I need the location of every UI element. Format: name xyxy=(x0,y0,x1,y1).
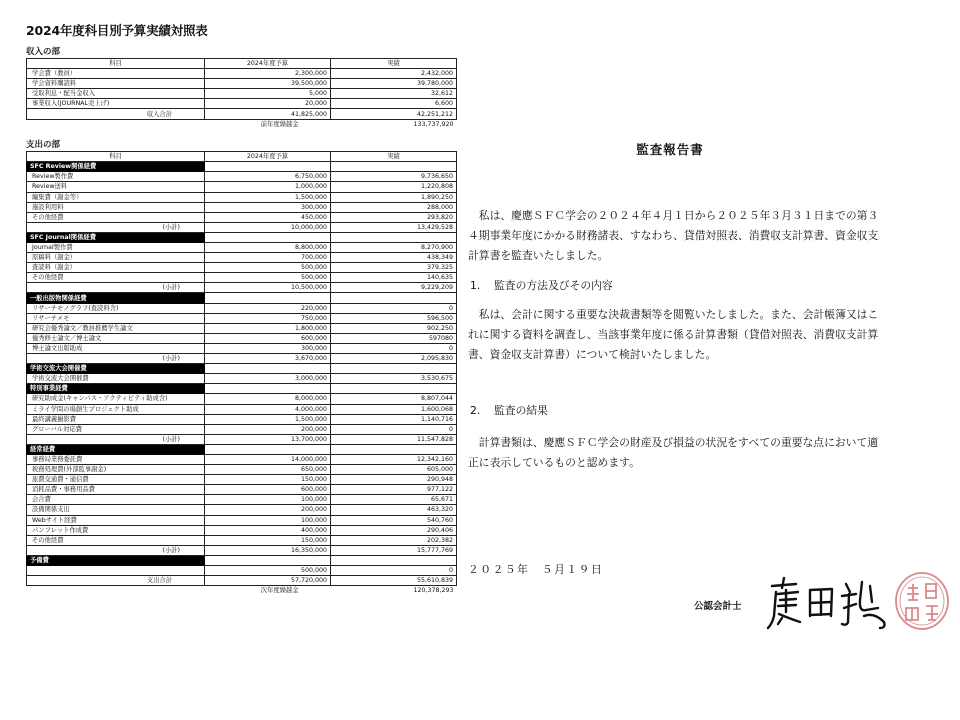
category-blank-budget xyxy=(205,364,331,374)
category-blank-budget xyxy=(205,555,331,565)
category-blank-actual xyxy=(331,293,457,303)
expense-category-name: 一般出版物関係経費 xyxy=(27,293,205,303)
item-budget: 5,000 xyxy=(205,89,331,99)
section1-heading xyxy=(468,278,613,293)
item-actual: 379,325 xyxy=(331,263,457,273)
item-name: リサーチモノグラフ(査読料含) xyxy=(27,303,205,313)
item-name: その他経費 xyxy=(27,273,205,283)
category-blank-actual xyxy=(331,232,457,242)
item-budget: 41,825,000 xyxy=(205,109,331,119)
signer-title: 公認会計士 xyxy=(694,601,742,612)
item-budget: 1,500,000 xyxy=(205,192,331,202)
item-budget: 20,000 xyxy=(205,99,331,109)
item-actual: 605,000 xyxy=(331,465,457,475)
item-budget: 750,000 xyxy=(205,313,331,323)
expense-row xyxy=(27,566,457,576)
item-name: Review送料 xyxy=(27,182,205,192)
item-name: (小計) xyxy=(27,283,205,293)
category-blank-actual xyxy=(331,364,457,374)
report-date: ２０２５年 ５月１９日 xyxy=(468,563,604,576)
income-table xyxy=(26,58,457,129)
income-row xyxy=(27,89,457,99)
item-actual: 12,342,160 xyxy=(331,454,457,464)
item-name: その他経費 xyxy=(27,212,205,222)
item-actual: 1,890,250 xyxy=(331,192,457,202)
header-budget: 2024年度予算 xyxy=(205,152,331,162)
expense-category-name: 特別事業経費 xyxy=(27,384,205,394)
item-name xyxy=(27,566,205,576)
expense-category-name: SFC Review関係経費 xyxy=(27,162,205,172)
item-budget: 450,000 xyxy=(205,212,331,222)
expense-row xyxy=(27,333,457,343)
expense-category-name: 経常経費 xyxy=(27,444,205,454)
section1-title: 監査の方法及びその内容 xyxy=(494,279,613,292)
expense-row xyxy=(27,253,457,263)
carry-label: 前年度繰越金 xyxy=(260,120,299,128)
header-actual: 実績 xyxy=(331,152,457,162)
item-actual: 288,000 xyxy=(331,202,457,212)
item-budget: 220,000 xyxy=(205,303,331,313)
item-budget: 39,500,000 xyxy=(205,79,331,89)
expense-subtotal-row xyxy=(27,354,457,364)
expense-category-row xyxy=(27,384,457,394)
expense-row xyxy=(27,212,457,222)
category-blank-actual xyxy=(331,444,457,454)
carry-amount: 120,378,293 xyxy=(413,587,454,595)
expense-row xyxy=(27,303,457,313)
item-budget: 8,000,000 xyxy=(205,394,331,404)
expense-row xyxy=(27,404,457,414)
item-budget: 2,300,000 xyxy=(205,69,331,79)
item-name: 学術交流大会開催費 xyxy=(27,374,205,384)
expense-category-row xyxy=(27,162,457,172)
item-budget: 600,000 xyxy=(205,485,331,495)
item-budget: 1,000,000 xyxy=(205,182,331,192)
expense-row xyxy=(27,485,457,495)
item-budget: 1,500,000 xyxy=(205,414,331,424)
item-name: 原稿料（謝金） xyxy=(27,253,205,263)
item-name: Webサイト経費 xyxy=(27,515,205,525)
item-budget: 650,000 xyxy=(205,465,331,475)
item-actual: 3,530,675 xyxy=(331,374,457,384)
item-name: 編集費（謝金等） xyxy=(27,192,205,202)
item-budget: 300,000 xyxy=(205,343,331,353)
expense-row xyxy=(27,475,457,485)
expense-subtotal-row xyxy=(27,545,457,555)
item-budget: 100,000 xyxy=(205,515,331,525)
expense-category-row xyxy=(27,364,457,374)
item-name: その他経費 xyxy=(27,535,205,545)
item-actual: 290,406 xyxy=(331,525,457,535)
item-name: 設備関係支出 xyxy=(27,505,205,515)
carry-spacer xyxy=(27,586,205,596)
item-name: 研究助成金(キャンパス・アクティビティ助成含) xyxy=(27,394,205,404)
item-actual: 2,095,830 xyxy=(331,354,457,364)
income-total-row xyxy=(27,109,457,119)
income-row xyxy=(27,99,457,109)
expense-row xyxy=(27,394,457,404)
item-budget: 13,700,000 xyxy=(205,434,331,444)
expense-category-row xyxy=(27,232,457,242)
expense-row xyxy=(27,495,457,505)
item-budget: 1,800,000 xyxy=(205,323,331,333)
item-name: 旅費交通費・通信費 xyxy=(27,475,205,485)
item-actual: 9,229,209 xyxy=(331,283,457,293)
expense-section-title: 支出の部 xyxy=(26,140,61,151)
item-name: 査読料（謝金） xyxy=(27,263,205,273)
item-budget: 3,670,000 xyxy=(205,354,331,364)
expense-row xyxy=(27,243,457,253)
section2-number: 2. xyxy=(470,404,481,417)
expense-subtotal-row xyxy=(27,283,457,293)
header-actual: 実績 xyxy=(331,59,457,69)
section2-title: 監査の結果 xyxy=(494,404,548,417)
expense-row xyxy=(27,535,457,545)
expense-table xyxy=(26,151,457,596)
item-actual: 0 xyxy=(331,343,457,353)
item-budget: 500,000 xyxy=(205,566,331,576)
item-name: 事業収入(JOURNAL売上げ) xyxy=(27,99,205,109)
item-budget: 3,000,000 xyxy=(205,374,331,384)
item-budget: 200,000 xyxy=(205,505,331,515)
expense-category-row xyxy=(27,444,457,454)
item-name: 税務処理費(外部監事謝金) xyxy=(27,465,205,475)
expense-category-row xyxy=(27,293,457,303)
item-name: 博士論文出版助成 xyxy=(27,343,205,353)
item-budget: 600,000 xyxy=(205,333,331,343)
item-actual: 8,807,044 xyxy=(331,394,457,404)
expense-category-name: 予備費 xyxy=(27,555,205,565)
expense-row xyxy=(27,192,457,202)
item-name: 消耗品費・事務用品費 xyxy=(27,485,205,495)
item-name: 優秀修士論文／博士論文 xyxy=(27,333,205,343)
item-name: ミライ学問の場創生プロジェクト助成 xyxy=(27,404,205,414)
item-actual: 0 xyxy=(331,303,457,313)
item-actual: 0 xyxy=(331,566,457,576)
item-budget: 4,000,000 xyxy=(205,404,331,414)
item-actual: 13,429,528 xyxy=(331,222,457,232)
category-blank-budget xyxy=(205,384,331,394)
item-actual: 11,547,828 xyxy=(331,434,457,444)
item-actual: 2,432,000 xyxy=(331,69,457,79)
expense-row xyxy=(27,263,457,273)
expense-row xyxy=(27,273,457,283)
item-actual: 202,382 xyxy=(331,535,457,545)
table-header-row xyxy=(27,59,457,69)
handwritten-signature xyxy=(766,572,896,632)
expense-row xyxy=(27,313,457,323)
expense-row xyxy=(27,465,457,475)
item-actual: 0 xyxy=(331,424,457,434)
item-budget: 10,500,000 xyxy=(205,283,331,293)
item-name: 事務局業務委託費 xyxy=(27,454,205,464)
expense-row xyxy=(27,182,457,192)
section1-body: 私は、会計に関する重要な決裁書類等を閲覧いたしました。また、会計帳簿又はこれに関する資料を調査し、当該事業年度に係る計算書類（貸借対照表、消費収支計算書、資金収支計算書）について検討いたしました。 xyxy=(468,308,879,361)
item-budget: 200,000 xyxy=(205,424,331,434)
item-name: 学会資料購読料 xyxy=(27,79,205,89)
item-actual: 290,948 xyxy=(331,475,457,485)
expense-row xyxy=(27,525,457,535)
expense-row xyxy=(27,343,457,353)
item-actual: 32,612 xyxy=(331,89,457,99)
income-row xyxy=(27,69,457,79)
expense-total-row xyxy=(27,576,457,586)
item-actual: 15,777,769 xyxy=(331,545,457,555)
header-subject: 科目 xyxy=(27,59,205,69)
expense-row xyxy=(27,515,457,525)
item-actual: 597080 xyxy=(331,333,457,343)
item-name: (小計) xyxy=(27,354,205,364)
item-budget: 10,000,000 xyxy=(205,222,331,232)
expense-row xyxy=(27,454,457,464)
carry-amount: 133,737,920 xyxy=(413,120,454,128)
item-actual: 977,122 xyxy=(331,485,457,495)
item-budget: 300,000 xyxy=(205,202,331,212)
item-name: (小計) xyxy=(27,545,205,555)
item-name: (小計) xyxy=(27,434,205,444)
item-actual: 902,250 xyxy=(331,323,457,333)
item-budget: 16,350,000 xyxy=(205,545,331,555)
category-blank-budget xyxy=(205,162,331,172)
item-budget: 14,000,000 xyxy=(205,454,331,464)
category-blank-actual xyxy=(331,555,457,565)
category-blank-actual xyxy=(331,162,457,172)
item-name: (小計) xyxy=(27,222,205,232)
table-header-row xyxy=(27,152,457,162)
item-actual: 42,251,212 xyxy=(331,109,457,119)
item-budget: 100,000 xyxy=(205,495,331,505)
category-blank-actual xyxy=(331,384,457,394)
item-budget: 8,800,000 xyxy=(205,243,331,253)
item-actual: 463,320 xyxy=(331,505,457,515)
header-budget: 2024年度予算 xyxy=(205,59,331,69)
audit-report xyxy=(460,0,960,720)
item-name: グローバル対応費 xyxy=(27,424,205,434)
item-name: 支出合計 xyxy=(27,576,205,586)
next-year-carryover-row xyxy=(27,586,457,596)
item-budget: 150,000 xyxy=(205,475,331,485)
expense-row xyxy=(27,505,457,515)
expense-category-row xyxy=(27,555,457,565)
item-actual: 65,671 xyxy=(331,495,457,505)
audit-intro: 私は、慶應ＳＦＣ学会の２０２４年４月１日から２０２５年３月３１日までの第３４期事業年度にかかる財務諸表、すなわち、貸借対照表、消費収支計算書、資金収支計算書を監査いたしました。 xyxy=(468,209,879,262)
item-name: 収入合計 xyxy=(27,109,205,119)
item-actual: 540,760 xyxy=(331,515,457,525)
expense-category-name: SFC Journal関係経費 xyxy=(27,232,205,242)
item-budget: 700,000 xyxy=(205,253,331,263)
expense-subtotal-row xyxy=(27,434,457,444)
item-actual: 39,780,000 xyxy=(331,79,457,89)
item-budget: 500,000 xyxy=(205,273,331,283)
item-name: 研究会優秀論文／教員推薦学生論文 xyxy=(27,323,205,333)
item-name: 受取利息・配当金収入 xyxy=(27,89,205,99)
item-name: 会合費 xyxy=(27,495,205,505)
item-actual: 1,220,808 xyxy=(331,182,457,192)
carry-label: 次年度繰越金 xyxy=(260,587,299,595)
expense-subtotal-row xyxy=(27,222,457,232)
item-actual: 596,500 xyxy=(331,313,457,323)
expense-row xyxy=(27,414,457,424)
item-budget: 400,000 xyxy=(205,525,331,535)
header-subject: 科目 xyxy=(27,152,205,162)
category-blank-budget xyxy=(205,232,331,242)
item-budget: 6,750,000 xyxy=(205,172,331,182)
item-name: リサーチメモ xyxy=(27,313,205,323)
item-actual: 293,820 xyxy=(331,212,457,222)
item-name: Review製作費 xyxy=(27,172,205,182)
expense-category-name: 学術交流大会開催費 xyxy=(27,364,205,374)
section1-number: 1. xyxy=(470,279,481,292)
expense-row xyxy=(27,172,457,182)
item-budget: 57,720,000 xyxy=(205,576,331,586)
item-actual: 9,736,650 xyxy=(331,172,457,182)
expense-row xyxy=(27,323,457,333)
seal-stamp xyxy=(892,570,952,632)
budget-report xyxy=(26,22,456,596)
section2-heading xyxy=(468,403,548,418)
item-actual: 1,140,716 xyxy=(331,414,457,424)
item-actual: 438,349 xyxy=(331,253,457,263)
category-blank-budget xyxy=(205,444,331,454)
prior-year-carryover-row xyxy=(27,119,457,129)
expense-row xyxy=(27,374,457,384)
item-actual: 140,635 xyxy=(331,273,457,283)
item-budget: 500,000 xyxy=(205,263,331,273)
item-name: パンフレット作成費 xyxy=(27,525,205,535)
audit-title: 監査報告書 xyxy=(636,142,704,157)
expense-row xyxy=(27,202,457,212)
item-name: 学会費（教員） xyxy=(27,69,205,79)
category-blank-budget xyxy=(205,293,331,303)
item-actual: 8,270,900 xyxy=(331,243,457,253)
item-name: 施設利用料 xyxy=(27,202,205,212)
item-actual: 55,610,839 xyxy=(331,576,457,586)
carry-spacer xyxy=(27,119,205,129)
income-row xyxy=(27,79,457,89)
income-section-title: 収入の部 xyxy=(26,47,61,57)
item-actual: 1,600,068 xyxy=(331,404,457,414)
item-name: Journal製作費 xyxy=(27,243,205,253)
item-name: 最終講義撮影費 xyxy=(27,414,205,424)
item-budget: 150,000 xyxy=(205,535,331,545)
section2-body: 計算書類は、慶應ＳＦＣ学会の財産及び損益の状況をすべての重要な点において適正に表示しているものと認めます。 xyxy=(468,436,879,469)
expense-row xyxy=(27,424,457,434)
report-title: 2024年度科目別予算実績対照表 xyxy=(26,23,208,38)
item-actual: 6,600 xyxy=(331,99,457,109)
